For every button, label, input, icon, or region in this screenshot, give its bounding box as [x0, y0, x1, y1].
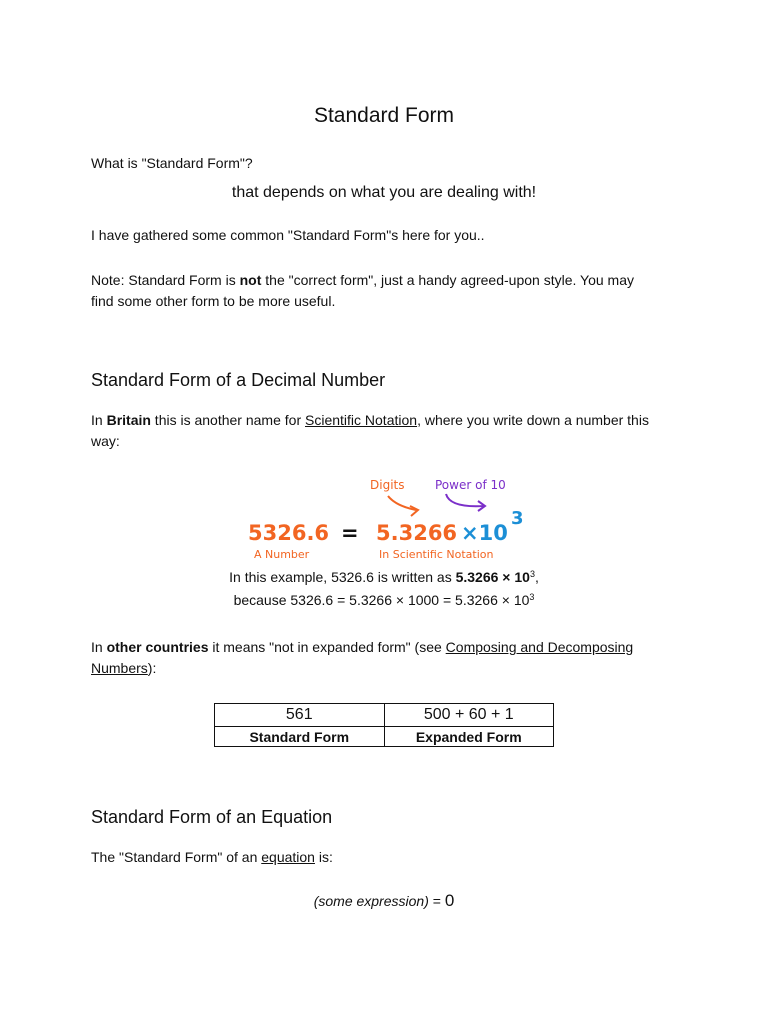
example-sup: 3	[529, 569, 535, 579]
example-bold: 5.3266 × 10	[455, 569, 530, 585]
equation-link[interactable]: equation	[261, 849, 315, 865]
other-countries-paragraph	[91, 637, 691, 679]
table-row	[215, 704, 554, 727]
tag-power: Power of 10	[435, 478, 506, 492]
equation-text-2: is:	[314, 849, 333, 865]
because-text: because 5326.6 = 5.3266 × 1000 = 5.3266 × 10	[233, 592, 530, 608]
table-cell-expanded-label: Expanded Form	[384, 727, 554, 747]
because-sup: 3	[529, 592, 535, 602]
sci-number: 5326.6	[248, 521, 330, 545]
example-line	[0, 569, 768, 585]
britain-text: In	[91, 412, 107, 428]
intro-gathered: I have gathered some common "Standard Form"s here for you..	[91, 227, 485, 243]
equation-paragraph	[91, 847, 333, 868]
intro-note	[91, 270, 634, 312]
sci-equals: =	[341, 521, 359, 545]
note-line2: find some other form to be more useful.	[91, 293, 336, 309]
section-heading-decimal: Standard Form of a Decimal Number	[91, 370, 386, 390]
section-heading-equation: Standard Form of an Equation	[91, 807, 333, 827]
expression-zero: 0	[444, 891, 455, 910]
numbers-link[interactable]: Numbers	[91, 660, 148, 676]
scientific-notation-link[interactable]: Scientific Notation	[305, 412, 418, 428]
britain-text-3: , where you write down a number this	[417, 412, 649, 428]
other-text-3: ):	[147, 660, 157, 676]
standard-expanded-table	[214, 703, 554, 747]
example-text-2: ,	[534, 569, 539, 585]
expression-equals: =	[428, 893, 445, 909]
table-cell-expanded-value: 500 + 60 + 1	[384, 704, 554, 727]
intro-answer: that depends on what you are dealing with!	[231, 184, 537, 201]
britain-text-2: this is another name for	[150, 412, 305, 428]
sci-digits: 5.3266	[376, 521, 458, 545]
sci-times-ten: ×10	[461, 521, 508, 545]
annotation-arrows	[380, 492, 530, 520]
britain-line2: way:	[91, 433, 120, 449]
intro-question: What is "Standard Form"?	[91, 155, 253, 171]
britain-paragraph	[91, 410, 691, 452]
britain-bold: Britain	[106, 412, 151, 428]
label-in-sci-notation: In Scientific Notation	[379, 548, 494, 561]
purple-arrow	[446, 494, 484, 506]
expression-italic: (some expression)	[313, 893, 429, 909]
other-text: In	[91, 639, 107, 655]
composing-link[interactable]: Composing and Decomposing	[445, 639, 634, 655]
table-cell-standard-label: Standard Form	[215, 727, 385, 747]
because-line	[0, 592, 768, 608]
example-text: In this example, 5326.6 is written as	[229, 569, 456, 585]
sci-power: 3	[511, 508, 524, 529]
table-row	[215, 727, 554, 747]
expression-line	[0, 891, 768, 911]
note-text-2: the "correct form", just a handy agreed-upon style. You may	[261, 272, 634, 288]
equation-text: The "Standard Form" of an	[91, 849, 262, 865]
other-bold: other countries	[106, 639, 209, 655]
page-title: Standard Form	[313, 104, 455, 127]
tag-digits: Digits	[370, 478, 405, 492]
note-bold: not	[239, 272, 262, 288]
note-text: Note: Standard Form is	[91, 272, 240, 288]
label-a-number: A Number	[254, 548, 310, 561]
other-text-2: it means "not in expanded form" (see	[208, 639, 446, 655]
orange-arrowhead	[410, 506, 418, 516]
table-cell-standard-value: 561	[215, 704, 385, 727]
